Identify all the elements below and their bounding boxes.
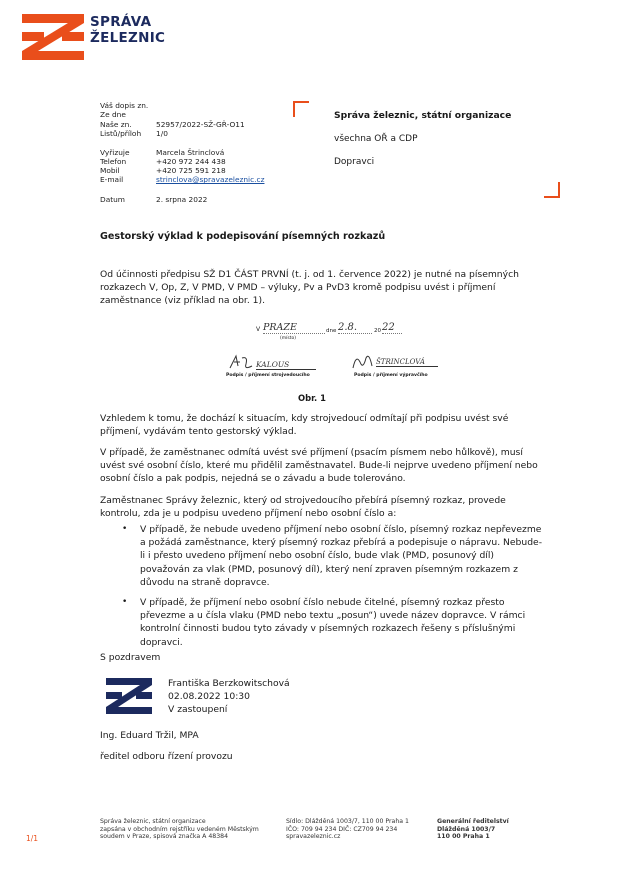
paragraph-4: Zaměstnanec Správy železnic, který od strojvedoucího přebírá písemný rozkaz, provede kontrolu, zda je u podpisu uvedeno příjmení nebo osobní číslo a: xyxy=(100,495,506,520)
sheets-value: 1/0 xyxy=(156,128,168,138)
address-corner-top-left xyxy=(293,101,309,117)
email-label: E-mail xyxy=(100,175,124,185)
bullet-dot-icon: • xyxy=(122,524,128,534)
our-ref-label: Naše zn. xyxy=(100,119,132,129)
place-prefix: V xyxy=(256,326,261,333)
list-item xyxy=(100,523,560,589)
esign-logo-icon xyxy=(106,678,152,714)
footer-hq-line-2: Dlážděná 1003/7 xyxy=(437,825,496,833)
date-handwritten: 2.8. xyxy=(338,322,372,334)
phone-label: Telefon xyxy=(100,156,127,166)
place-handwritten: PRAZE xyxy=(263,322,325,334)
document-heading: Gestorský výklad k podepisování písemných rozkazů xyxy=(100,231,386,242)
company-logo-icon xyxy=(22,14,84,60)
footer-headquarters xyxy=(437,818,509,841)
handled-label: Vyřizuje xyxy=(100,147,130,157)
letter-metadata xyxy=(0,101,300,211)
figure-caption: Obr. 1 xyxy=(298,393,326,403)
logo-line-1: SPRÁVA xyxy=(90,14,152,30)
year-prefix: 20 xyxy=(374,328,381,334)
sheets-label: Listů/příloh xyxy=(100,128,142,138)
paragraph-2: Vzhledem k tomu, že dochází k situacím, kdy strojvedoucí odmítají při podpisu uvést své příjmení, vydávám tento gestorský výklad. xyxy=(100,413,509,438)
bullet-text-1: V případě, že nebude uvedeno příjmení nebo osobní číslo, písemný rozkaz nepřevezme a požádá zaměstnance, který písemný rozkaz přebírá a podepisuje o nápravu. Nebude-li i přesto uvedeno příjmení nebo osobní číslo, bude vlak (PMD, posunový díl) považován za vlak (PMD, posunový díl), který není zpraven písemným rozkazem z důvodu na straně dopravce. xyxy=(140,524,543,588)
footer-company xyxy=(100,818,259,841)
closing-greeting: S pozdravem xyxy=(100,652,161,663)
esign-name: Františka Berzkowitschová xyxy=(168,678,290,689)
date-label: Datum xyxy=(100,195,126,204)
date-value: 2. srpna 2022 xyxy=(156,195,208,204)
your-letter-label: Váš dopis zn. xyxy=(100,101,149,110)
footer-company-line-1: Správa železnic, státní organizace xyxy=(100,818,206,825)
logo-wordmark xyxy=(90,14,165,46)
paragraph-1: Od účinnosti předpisu SŽ D1 ČÁST PRVNÍ (t. j. od 1. července 2022) je nutné na písemných rozkazech V, Op, Z, V PMD, V PMD – výluky, Pv a PvD3 kromě podpisu uvést i příjmení zaměstnance (viz příklad na obr. 1). xyxy=(100,269,519,307)
signature-scribble-1-icon xyxy=(228,354,258,372)
our-ref-value: 52957/2022-SŽ-GŘ-O11 xyxy=(156,119,245,129)
signature-example-figure xyxy=(220,322,440,386)
footer-hq-line-3: 110 00 Praha 1 xyxy=(437,833,490,841)
footer-hq-line-1: Generální ředitelství xyxy=(437,818,509,825)
signature-2-handwritten: ŠTRINCLOVÁ xyxy=(376,358,438,367)
logo-line-2: ŽELEZNIC xyxy=(90,30,166,46)
footer-office-line-2: IČO: 709 94 234 DIČ: CZ709 94 234 xyxy=(286,825,398,833)
esign-datetime: 02.08.2022 10:30 xyxy=(168,691,251,702)
recipient-line-2: všechna OŘ a CDP xyxy=(334,134,418,144)
paragraph-3: V případě, že zaměstnanec odmítá uvést své příjmení (psacím písmem nebo hůlkově), musí uvést své osobní číslo, které mu přidělil zaměstnavatel. Bude-li nejprve uvedeno příjmení nebo osobní číslo a pak podpis, nejedná se o závadu a bude tolerováno. xyxy=(100,447,538,485)
bullet-dot-icon: • xyxy=(122,597,128,608)
from-label: Ze dne xyxy=(100,110,126,120)
phone-value: +420 972 244 438 xyxy=(156,156,226,166)
signatory-title: ředitel odboru řízení provozu xyxy=(100,751,233,762)
footer-website: spravazeleznic.cz xyxy=(286,833,341,841)
place-caption: (místo) xyxy=(280,336,297,341)
esign-details xyxy=(168,677,290,716)
list-item xyxy=(100,596,560,649)
recipient-line-3: Dopravci xyxy=(334,157,375,167)
handled-value: Marcela Štrinclová xyxy=(156,147,225,157)
email-link[interactable]: strinclova@spravazeleznic.cz xyxy=(156,175,265,185)
year-handwritten: 22 xyxy=(382,322,402,334)
page-number: 1/1 xyxy=(26,834,39,843)
signature-1-handwritten: KALOUS xyxy=(256,360,316,370)
address-corner-bottom-right xyxy=(544,182,560,198)
signatory-name: Ing. Eduard Tržil, MPA xyxy=(100,730,199,741)
esign-note: V zastoupení xyxy=(168,704,228,715)
footer-company-line-2: zapsána v obchodním rejstříku vedeném Městským xyxy=(100,825,259,833)
bullet-text-2: V případě, že příjmení nebo osobní číslo nebude čitelné, písemný rozkaz přesto převezme a u čísla vlaku (PMD nebo textu „posun“) uvede název dopravce. V rámci kontrolní činnosti budou tyto závady v písemných rozkazech řešeny s příslušnými dopravci. xyxy=(140,597,526,648)
mobile-value: +420 725 591 218 xyxy=(156,166,226,176)
recipient-org: Správa železnic, státní organizace xyxy=(334,110,512,121)
recipient-address xyxy=(334,110,554,168)
footer-company-line-3: soudem v Praze, spisová značka A 48384 xyxy=(100,833,229,841)
bullet-list xyxy=(100,523,560,649)
signature-scribble-2-icon xyxy=(350,352,376,372)
mobile-label: Mobil xyxy=(100,166,120,176)
signature-2-label: Podpis / příjmení výpravčího xyxy=(354,373,428,378)
footer-office-line-1: Sídlo: Dlážděná 1003/7, 110 00 Praha 1 xyxy=(286,818,409,825)
signature-1-label: Podpis / příjmení strojvedoucího xyxy=(226,373,310,378)
date-prefix: dne xyxy=(326,328,337,334)
footer-registered-office xyxy=(286,818,409,841)
